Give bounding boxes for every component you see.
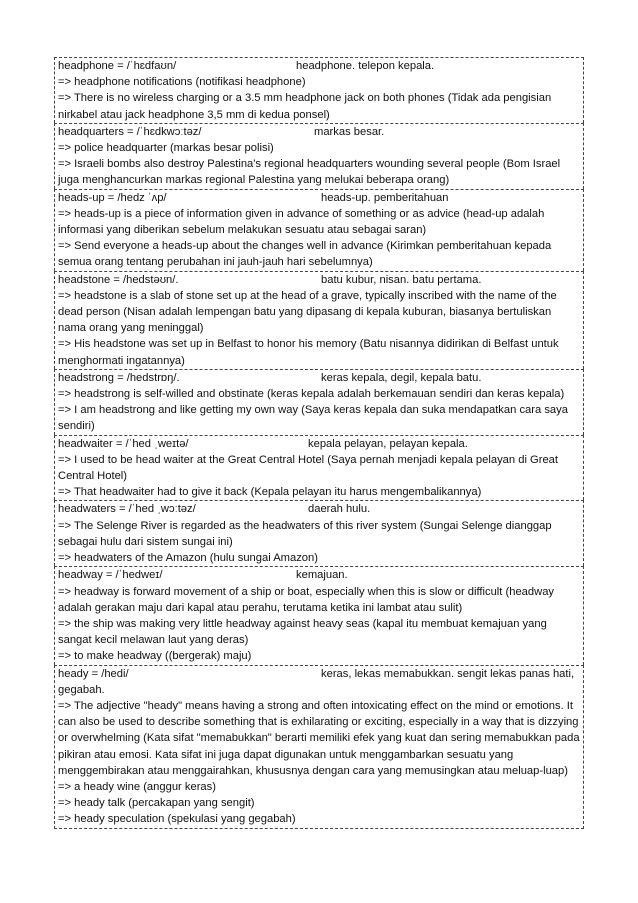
entry-headway	[54, 566, 584, 664]
entry-example: => Send everyone a heads-up about the changes well in advance (Kirimkan pemberitahuan kepada semua orang tentang perubahan ini jauh-jauh hari sebelumnya)	[58, 240, 552, 269]
entry-heads-up	[54, 189, 584, 271]
entry-heady	[54, 665, 584, 829]
entry-example: => a heady wine (anggur keras)	[58, 780, 216, 793]
vocabulary-document	[54, 57, 584, 829]
entry-term: headquarters = /ˈhɛdkwɔːtəz/	[58, 125, 202, 138]
entry-headstrong	[54, 369, 584, 435]
entry-example: => Israeli bombs also destroy Palestina's regional headquarters wounding several people (Bom Israel juga menghancurkan markas regional Palestina yang melukai beberapa orang)	[58, 158, 561, 187]
entry-meaning: headphone. telepon kepala.	[296, 60, 435, 72]
entry-headwaiter	[54, 435, 584, 501]
entry-headphone	[54, 57, 584, 123]
entry-meaning: kemajuan.	[296, 569, 348, 582]
entry-example: => There is no wireless charging or a 3.5 mm headphone jack on both phones (Tidak ada pengisian nirkabel atau jack headphone 3,5 mm di kedua ponsel)	[58, 92, 552, 121]
entry-example: => The adjective "heady" means having a strong and often intoxicating effect on the mind or emotions. It can also be used to describe something that is exhilarating or exciting, especially in a way that is dizzying or overwhelming (Kata sifat "memabukkan" berarti memiliki efek yang kuat dan sering memabukkan pada pikiran atau emosi. Kata sifat ini juga dapat digunakan untuk menggambarkan sesuatu yang menggembirakan atau menggairahkan, khususnya dengan cara yang memusingkan atau meluap-luap)	[58, 699, 580, 777]
entry-header	[58, 190, 581, 206]
entry-header	[58, 370, 581, 386]
entry-meaning: keras, lekas memabukkan. sengit lekas panas hati, gegabah.	[58, 667, 575, 696]
entry-meaning: kepala pelayan, pelayan kepala.	[308, 437, 468, 450]
entry-header	[58, 666, 581, 698]
entry-example: => headphone notifications (notifikasi headphone)	[58, 76, 306, 89]
entry-headstone	[54, 271, 584, 369]
entry-example: => headway is forward movement of a ship or boat, especially when this is slow or difficult (headway adalah gerakan maju dari kapal atau perahu, terutama ketika ini lambat atau sulit)	[58, 585, 555, 614]
entry-example: => to make headway ((bergerak) maju)	[58, 650, 252, 663]
entry-example: => headstone is a slab of stone set up at the head of a grave, typically inscribed with the name of the dead person (Nisan adalah lempengan batu yang dipasang di kepala kuburan, biasanya bertuliskan nama orang yang meninggal)	[58, 289, 557, 335]
entry-term: heads-up = /hedz ˈʌp/	[58, 191, 167, 204]
entry-header	[58, 272, 581, 288]
entry-header	[58, 58, 581, 74]
entry-meaning: markas besar.	[314, 125, 385, 138]
entry-meaning: daerah hulu.	[308, 503, 371, 516]
entry-header	[58, 501, 581, 517]
entry-meaning: heads-up. pemberitahuan	[321, 191, 449, 204]
entry-term: headstone = /hedstəʊn/.	[58, 273, 179, 286]
entry-meaning: keras kepala, degil, kepala batu.	[321, 371, 482, 384]
entry-example: => I used to be head waiter at the Great Central Hotel (Saya pernah menjadi kepala pelayan di Great Central Hotel)	[58, 453, 559, 483]
entry-meaning: batu kubur, nisan. batu pertama.	[321, 273, 482, 286]
entry-term: headstrong = /hedstrɒŋ/.	[58, 371, 180, 384]
entry-example: => police headquarter (markas besar polisi)	[58, 142, 274, 155]
entry-example: => headstrong is self-willed and obstinate (keras kepala adalah berkemauan sendiri dan keras kepala)	[58, 388, 565, 401]
entry-example: => heady talk (percakapan yang sengit)	[58, 797, 255, 810]
entry-term: headwaters = /ˈhed ˌwɔːtəz/	[58, 503, 196, 516]
entry-example: => the ship was making very little headway against heavy seas (kapal itu membuat kemajuan yang sangat kecil melawan laut yang deras)	[58, 617, 547, 647]
entry-term: headway = /ˈhedweɪ/	[58, 569, 163, 582]
entry-term: headwaiter = /ˈhed ˌweɪtə/	[58, 437, 189, 450]
entry-header	[58, 567, 581, 583]
entry-example: => headwaters of the Amazon (hulu sungai Amazon)	[58, 552, 318, 565]
entry-headquarters	[54, 123, 584, 189]
entry-headwaters	[54, 500, 584, 566]
entry-term: heady = /hedi/	[58, 667, 129, 680]
entry-term: headphone = /ˈhɛdfaʊn/	[58, 60, 177, 72]
entry-example: => That headwaiter had to give it back (Kepala pelayan itu harus mengembalikannya)	[58, 486, 482, 499]
entry-example: => heads-up is a piece of information given in advance of something or as advice (head-up adalah informasi yang diberikan sebelum melakukan sesuatu atau sebagai saran)	[58, 207, 545, 237]
entry-example: => I am headstrong and like getting my own way (Saya keras kepala dan suka mendapatkan cara saya sendiri)	[58, 404, 568, 433]
entry-example: => The Selenge River is regarded as the headwaters of this river system (Sungai Selenge dianggap sebagai hulu dari sistem sungai ini)	[58, 519, 552, 548]
entry-example: => heady speculation (spekulasi yang gegabah)	[58, 813, 296, 826]
entry-example: => His headstone was set up in Belfast to honor his memory (Batu nisannya didirikan di Belfast untuk menghormati ingatannya)	[58, 338, 559, 367]
entry-header	[58, 436, 581, 452]
entry-header	[58, 124, 581, 140]
